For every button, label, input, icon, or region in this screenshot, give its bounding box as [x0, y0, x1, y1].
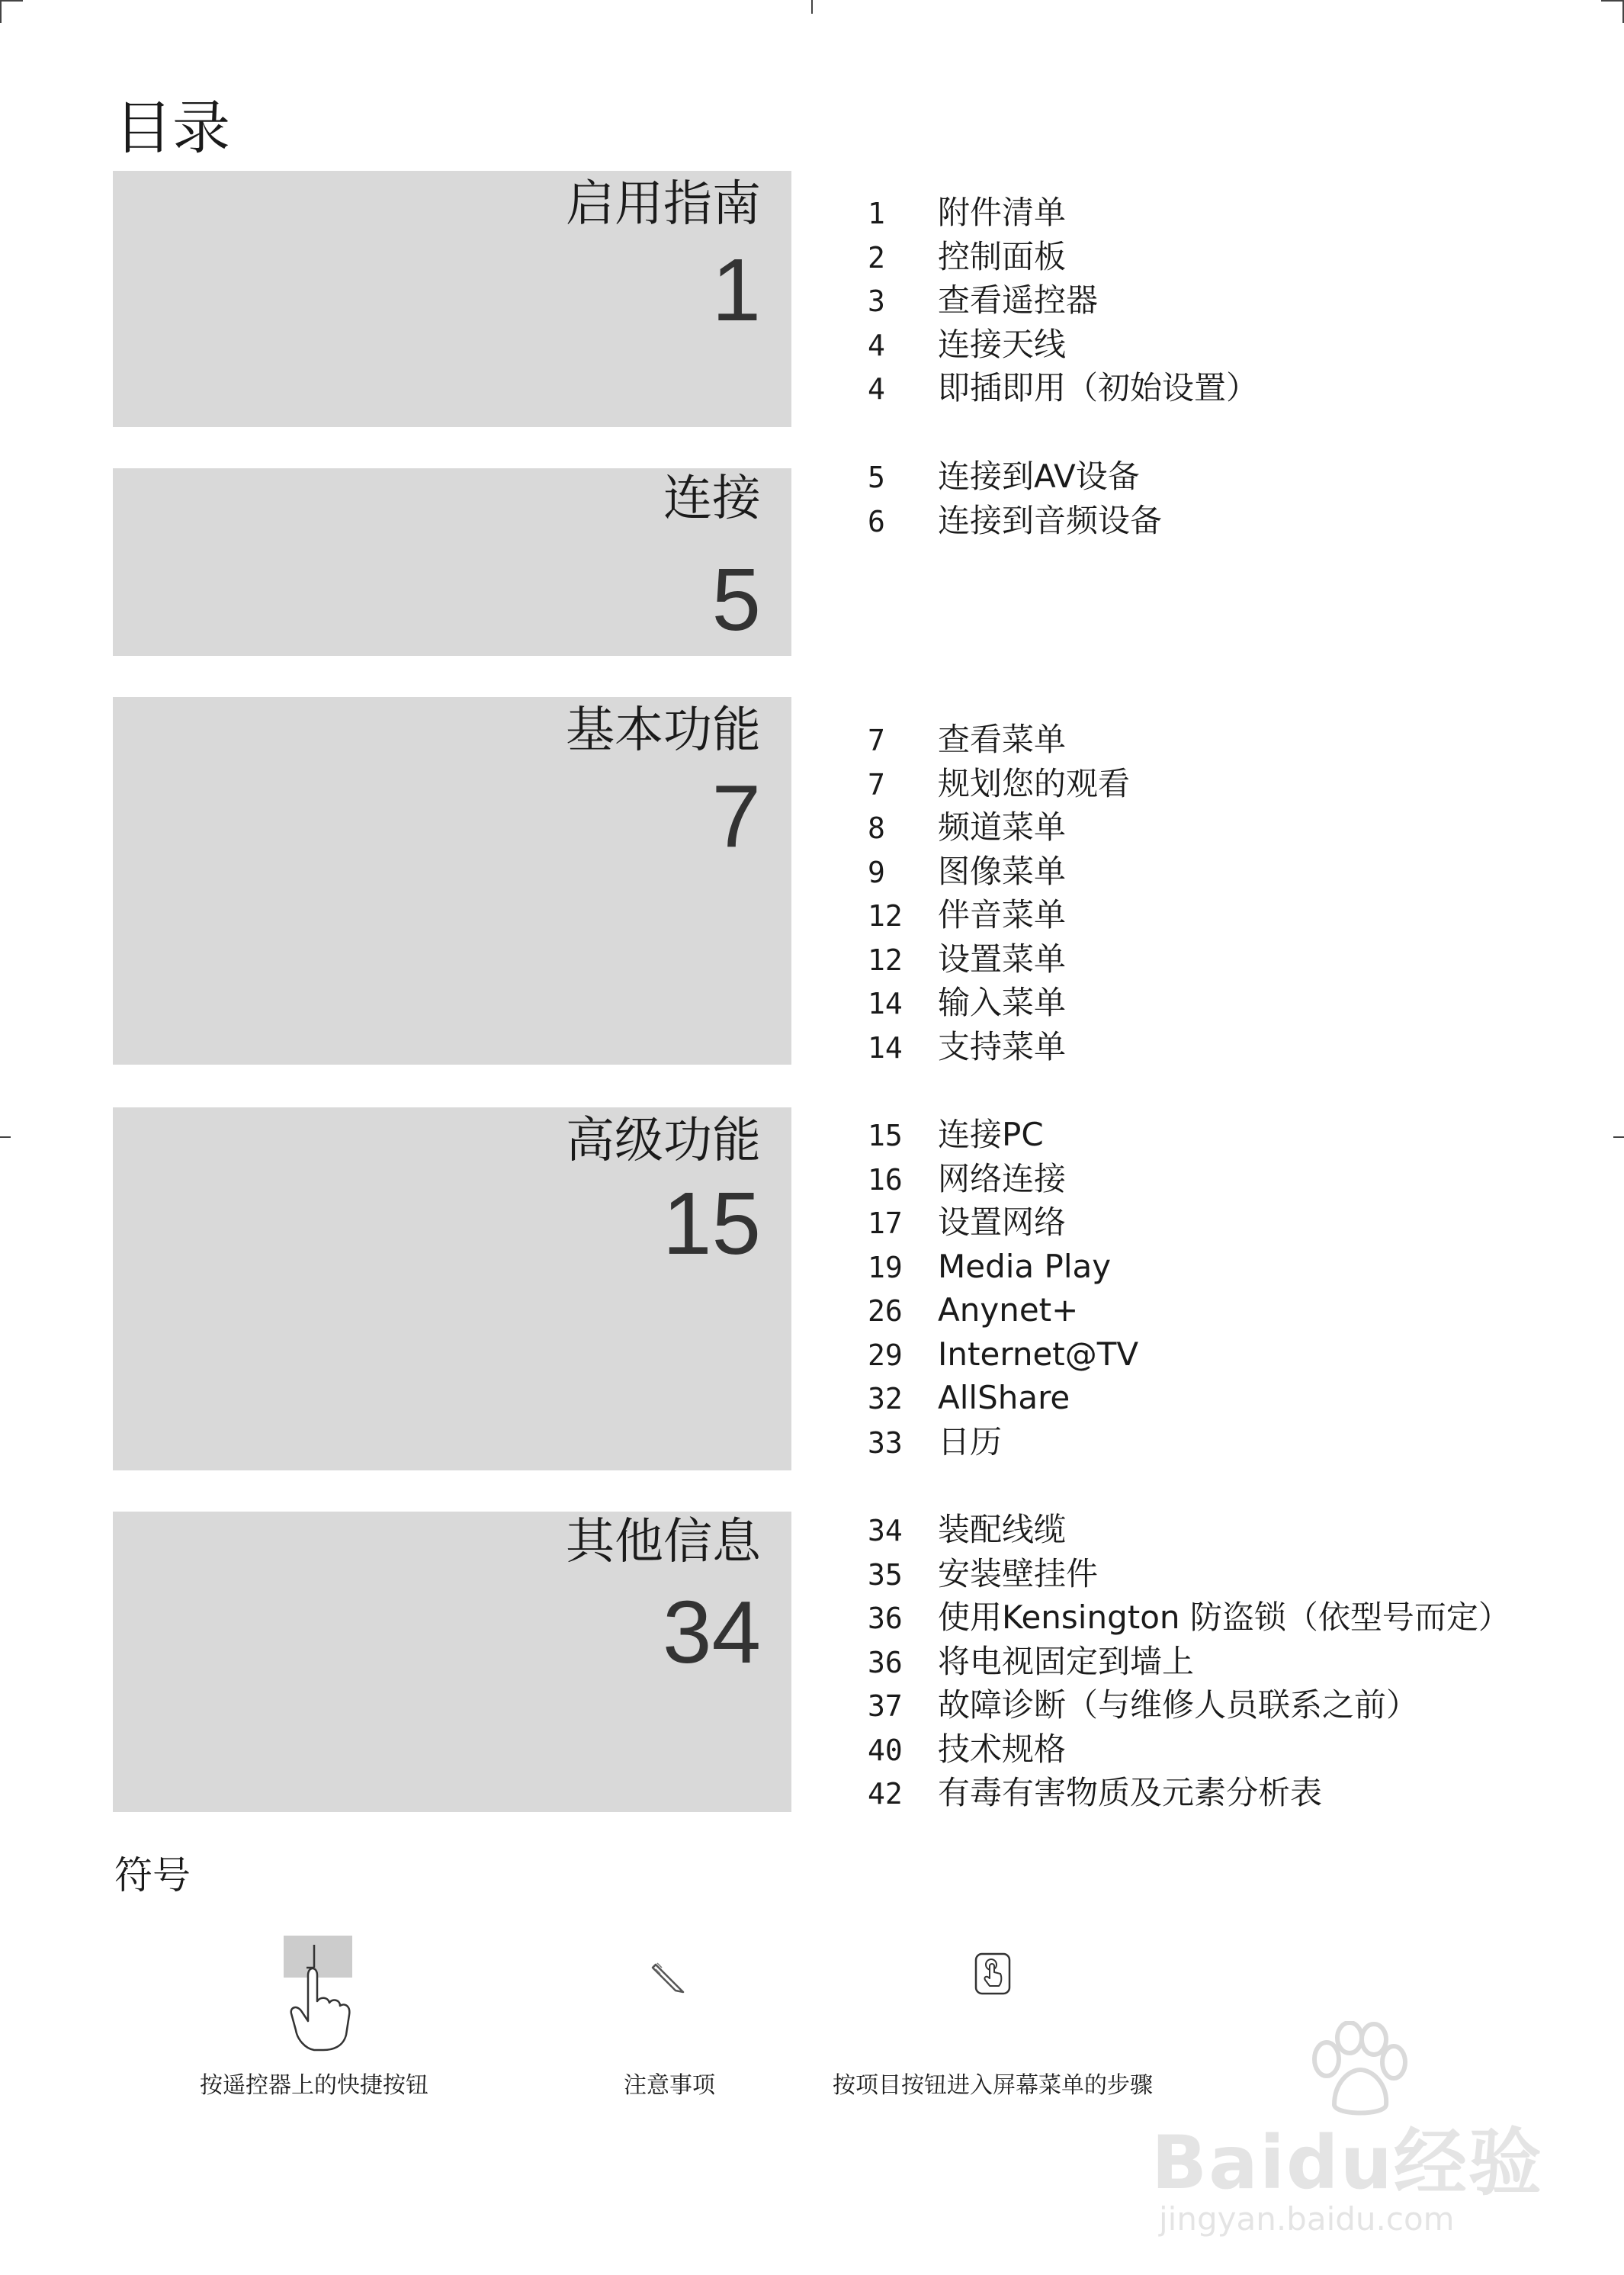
toc-entry[interactable]: [868, 191, 1258, 235]
toc-entry[interactable]: [868, 1200, 1138, 1245]
toc-entry-title: 安装壁挂件: [938, 1554, 1099, 1592]
crop-mark: [0, 0, 23, 2]
toc-entry[interactable]: [868, 1552, 1510, 1596]
toc-entry-title: 图像菜单: [938, 852, 1067, 890]
toc-page-number: 8: [868, 811, 885, 845]
symbol-label: 注意事项: [624, 2072, 715, 2099]
toc-entry-title: 伴音菜单: [938, 896, 1067, 933]
section-title: 基本功能: [566, 702, 761, 759]
symbol-label: 按项目按钮进入屏幕菜单的步骤: [833, 2072, 1153, 2099]
toc-entry[interactable]: [868, 893, 1130, 937]
section-box-getting-started[interactable]: [113, 171, 791, 427]
toc-page-number: 16: [868, 1162, 903, 1197]
toc-page-number: 37: [868, 1689, 903, 1723]
toc-list-advanced-features: [868, 1113, 1138, 1464]
toc-entry-title: 查看菜单: [938, 721, 1067, 758]
toc-entry[interactable]: [868, 1420, 1138, 1464]
toc-list-basic-features: [868, 718, 1130, 1068]
toc-entry-title: 连接到AV设备: [938, 458, 1140, 495]
toc-entry-title: 故障诊断（与维修人员联系之前）: [938, 1686, 1419, 1724]
crop-mark: [1601, 0, 1624, 2]
toc-list-getting-started: [868, 191, 1258, 410]
toc-page-number: 2: [868, 240, 885, 275]
watermark-logo-text: Baidu经验: [1151, 2120, 1543, 2206]
toc-entry[interactable]: [868, 499, 1162, 543]
section-title: 高级功能: [566, 1113, 761, 1169]
toc-entry[interactable]: [868, 1508, 1510, 1552]
toc-page-number: 17: [868, 1207, 903, 1240]
toc-entry[interactable]: [868, 805, 1130, 850]
toc-list-connections: [868, 455, 1162, 542]
toc-entry-title: 技术规格: [938, 1730, 1067, 1768]
toc-entry-title: 设置网络: [938, 1203, 1067, 1241]
toc-entry-title: 控制面板: [938, 237, 1067, 275]
toc-entry[interactable]: [868, 850, 1130, 894]
toc-page-number: 4: [868, 328, 885, 362]
toc-entry-title: 连接天线: [938, 325, 1067, 363]
toc-entry-title: 频道菜单: [938, 808, 1067, 846]
toc-entry[interactable]: [868, 1640, 1510, 1684]
symbol-label: 按遥控器上的快捷按钮: [200, 2072, 428, 2099]
toc-entry[interactable]: [868, 1113, 1138, 1157]
toc-entry-title: Media Play: [938, 1247, 1112, 1285]
toc-entry[interactable]: [868, 1332, 1138, 1377]
toc-entry[interactable]: [868, 937, 1130, 982]
toc-page-number: 34: [868, 1514, 903, 1547]
toc-page-number: 1: [868, 197, 885, 230]
toc-page-number: 6: [868, 504, 885, 538]
toc-entry-title: 日历: [938, 1422, 1003, 1460]
section-page-number: 5: [711, 550, 761, 649]
toc-page-number: 29: [868, 1338, 903, 1372]
toc-page-number: 36: [868, 1602, 903, 1635]
toc-entry-title: 有毒有害物质及元素分析表: [938, 1774, 1323, 1811]
toc-entry[interactable]: [868, 1288, 1138, 1332]
section-page-number: 1: [711, 240, 761, 339]
crop-mark: [0, 0, 2, 23]
toc-entry-title: 设置菜单: [938, 940, 1067, 978]
toc-entry-title: 网络连接: [938, 1159, 1067, 1197]
toc-page-number: 14: [868, 1030, 903, 1065]
toc-page-number: 12: [868, 899, 903, 933]
baidu-watermark: [1144, 2021, 1571, 2257]
toc-page-number: 19: [868, 1250, 903, 1284]
toc-entry[interactable]: [868, 278, 1258, 323]
watermark-url: jingyan.baidu.com: [1159, 2200, 1455, 2238]
toc-entry[interactable]: [868, 1025, 1130, 1069]
toc-entry-title: 装配线缆: [938, 1511, 1067, 1548]
toc-page-number: 9: [868, 855, 885, 889]
section-box-advanced-features[interactable]: [113, 1107, 791, 1470]
toc-page-number: 32: [868, 1382, 903, 1415]
crop-mark: [811, 0, 813, 14]
toc-entry-title: 将电视固定到墙上: [938, 1642, 1195, 1680]
toc-entry-title: 附件清单: [938, 194, 1067, 231]
section-title: 启用指南: [566, 176, 761, 233]
section-title: 其他信息: [566, 1514, 761, 1570]
page-title: 目录: [114, 94, 230, 162]
toc-entry-title: 连接到音频设备: [938, 501, 1163, 539]
toc-entry-title: 规划您的观看: [938, 764, 1131, 802]
toc-entry[interactable]: [868, 366, 1258, 410]
toc-entry[interactable]: [868, 981, 1130, 1025]
toc-entry[interactable]: [868, 1376, 1138, 1420]
toc-entry[interactable]: [868, 1245, 1138, 1289]
toc-entry[interactable]: [868, 235, 1258, 279]
toc-entry[interactable]: [868, 718, 1130, 762]
toc-page-number: 42: [868, 1777, 903, 1811]
section-page-number: 7: [711, 766, 761, 866]
toc-entry[interactable]: [868, 1683, 1510, 1727]
toc-page-number: 12: [868, 943, 903, 977]
toc-entry-title: 连接PC: [938, 1116, 1044, 1153]
toc-entry[interactable]: [868, 1727, 1510, 1772]
toc-entry-title: Internet@TV: [938, 1335, 1139, 1373]
toc-page-number: 36: [868, 1645, 903, 1679]
toc-entry[interactable]: [868, 1157, 1138, 1201]
toc-page-number: 26: [868, 1294, 903, 1328]
toc-page-number: 40: [868, 1733, 903, 1767]
hand-press-button-icon: [259, 1936, 374, 2058]
toc-entry[interactable]: [868, 1771, 1510, 1815]
toc-page-number: 35: [868, 1557, 903, 1592]
toc-page-number: 33: [868, 1425, 903, 1460]
toc-entry[interactable]: [868, 455, 1162, 499]
toc-entry-title: Anynet+: [938, 1291, 1079, 1329]
crop-mark: [1613, 1136, 1624, 1138]
toc-entry[interactable]: [868, 323, 1258, 367]
finger-touch-icon: [974, 1952, 1011, 1995]
toc-page-number: 7: [868, 724, 885, 757]
toc-entry-title: AllShare: [938, 1379, 1070, 1416]
toc-entry[interactable]: [868, 762, 1130, 806]
toc-entry-title: 使用Kensington 防盗锁（依型号而定）: [938, 1599, 1510, 1636]
toc-entry[interactable]: [868, 1595, 1510, 1640]
toc-page-number: 7: [868, 767, 885, 802]
section-box-connections[interactable]: [113, 468, 791, 656]
pencil-icon: [648, 1957, 691, 2000]
toc-page-number: 3: [868, 284, 885, 318]
toc-page-number: 5: [868, 461, 885, 494]
toc-entry-title: 输入菜单: [938, 984, 1067, 1021]
section-page-number: 15: [662, 1174, 761, 1273]
toc-page-number: 15: [868, 1119, 903, 1152]
toc-page-number: 14: [868, 987, 903, 1020]
toc-entry-title: 即插即用（初始设置）: [938, 369, 1259, 406]
toc-entry-title: 查看遥控器: [938, 281, 1099, 319]
section-page-number: 34: [662, 1583, 761, 1682]
crop-mark: [0, 1136, 11, 1138]
toc-page-number: 4: [868, 372, 885, 406]
toc-entry-title: 支持菜单: [938, 1027, 1067, 1065]
section-title: 连接: [663, 471, 761, 527]
section-box-other-information[interactable]: [113, 1512, 791, 1812]
section-box-basic-features[interactable]: [113, 697, 791, 1065]
toc-list-other-information: [868, 1508, 1510, 1815]
symbols-heading: 符号: [114, 1853, 191, 1897]
